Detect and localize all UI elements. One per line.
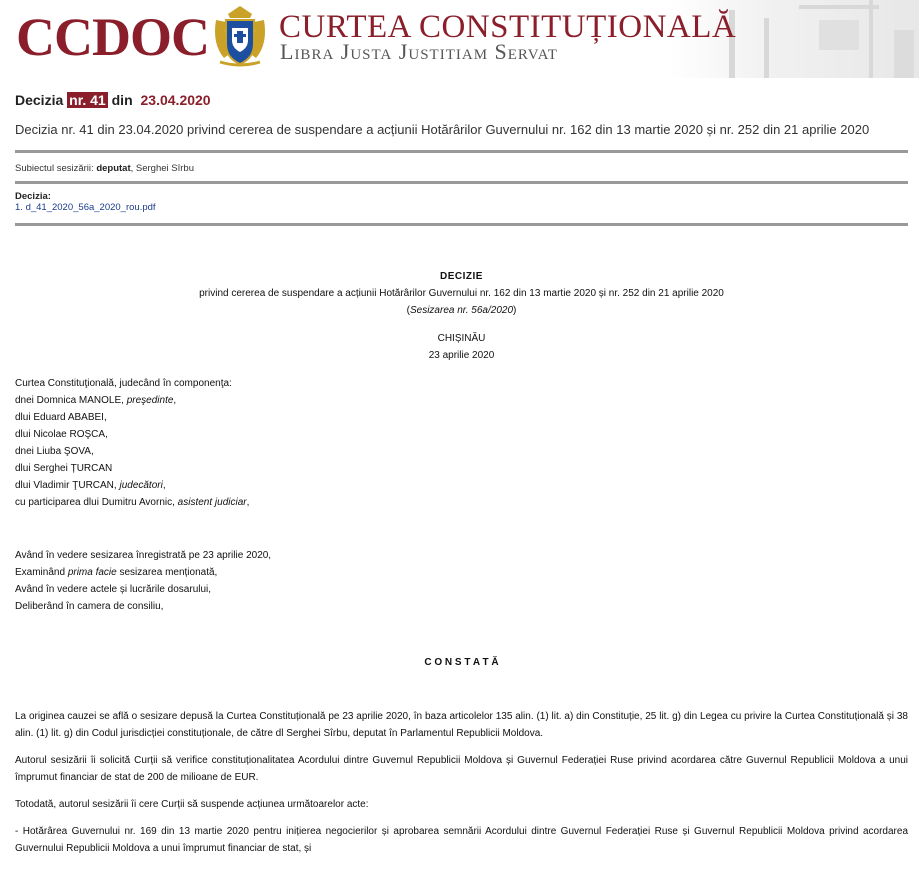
- paragraph: Autorul sesizării îi solicită Curții să verifice constituționalitatea Acordului dintre Guvernul Republicii Moldova și Guvernul Federației Ruse privind acordarea către Guvernul Republicii Moldova a unui împrumut financiar de stat de 200 de milioane de EUR.: [15, 755, 908, 783]
- file-index: 1.: [15, 202, 23, 213]
- consideration-line: Examinând prima facie sesizarea menționată,: [15, 567, 218, 578]
- considerations: [15, 547, 908, 615]
- brand-title: CURTEA CONSTITUȚIONALĂ: [279, 9, 737, 45]
- document-subheading: privind cererea de suspendare a acțiunii Hotărârilor Guvernului nr. 162 din 13 martie 2020 și nr. 252 din 21 aprilie 2020: [199, 288, 724, 299]
- decision-date: 23.04.2020: [140, 92, 211, 108]
- member-line: dnei Liuba ŞOVA,: [15, 446, 94, 457]
- divider: [15, 181, 908, 184]
- consideration-line: Având în vedere actele și lucrările dosarului,: [15, 584, 212, 595]
- decision-number-badge: nr. 41: [69, 92, 106, 108]
- decision-label: Decizia: [15, 92, 64, 108]
- member-line: dnei Domnica MANOLE, preşedinte,: [15, 395, 177, 406]
- sesizare-reference: (Sesizarea nr. 56a/2020): [406, 305, 517, 316]
- subject-role: deputat: [96, 163, 131, 174]
- document-date: 23 aprilie 2020: [428, 350, 495, 361]
- pdf-file-link[interactable]: d_41_2020_56a_2020_rou.pdf: [25, 202, 156, 213]
- member-line: dlui Vladimir ŢURCAN, judecători,: [15, 480, 166, 491]
- site-header: [0, 0, 919, 78]
- consideration-line: Deliberând în camera de consiliu,: [15, 601, 164, 612]
- document-heading: DECIZIE: [440, 271, 483, 282]
- divider: [15, 150, 908, 153]
- paragraph: La originea cauzei se află o sesizare depusă la Curtea Constituțională pe 23 aprilie 2020, în baza articolelor 135 alin. (1) lit. a) din Constituție, 25 lit. g) din Legea cu privire la Curtea Constituțională și 38 alin. (1) lit. g) din Codul jurisdicției constituționale, de către dl Serghei Sîrbu, deputat în Parlamentul Republicii Moldova.: [15, 711, 908, 739]
- paragraph: - Hotărârea Guvernului nr. 169 din 13 martie 2020 pentru inițierea negocierilor și aprobarea semnării Acordului dintre Guvernul Federației Ruse și Guvernul Republicii Moldova privind acordarea Guvernului Republicii Moldova a unui împrumut financiar de stat, și: [15, 826, 908, 854]
- member-line: dlui Nicolae ROŞCA,: [15, 429, 108, 440]
- subject-line: [15, 163, 194, 174]
- member-line: dlui Eduard ABABEI,: [15, 412, 107, 423]
- document-city: CHIȘINĂU: [437, 333, 486, 344]
- brand-motto: Libra Justa Justitiam Servat: [280, 39, 558, 64]
- constata-heading: C O N S T A T Ă: [424, 657, 499, 668]
- paragraph: Totodată, autorul sesizării îi cere Curții să suspende acțiunea următoarelor acte:: [15, 799, 369, 810]
- court-composition: [15, 375, 908, 511]
- decision-heading: [15, 92, 211, 108]
- decision-din: din: [111, 92, 133, 108]
- subject-name: , Serghei Sîrbu: [130, 163, 194, 174]
- file-section: [15, 191, 156, 213]
- divider: [15, 223, 908, 226]
- member-line: dlui Serghei ȚURCAN: [15, 463, 113, 474]
- consideration-line: Având în vedere sesizarea înregistrată pe 23 aprilie 2020,: [15, 550, 272, 561]
- file-label: Decizia:: [15, 191, 51, 202]
- decision-description: Decizia nr. 41 din 23.04.2020 privind cererea de suspendare a acțiunii Hotărârilor Guvernului nr. 162 din 13 martie 2020 și nr. 252 din 21 aprilie 2020: [15, 122, 870, 137]
- subject-label: Subiectul sesizării:: [15, 163, 94, 174]
- member-line: cu participarea dlui Dumitru Avornic, asistent judiciar,: [15, 497, 250, 508]
- coat-of-arms-icon: [210, 4, 270, 68]
- composition-intro: Curtea Constituţională, judecând în componenţa:: [15, 378, 232, 389]
- ccdoc-logo[interactable]: CCDOC: [16, 7, 209, 67]
- sesizare-number: Sesizarea nr. 56a/2020: [409, 305, 514, 316]
